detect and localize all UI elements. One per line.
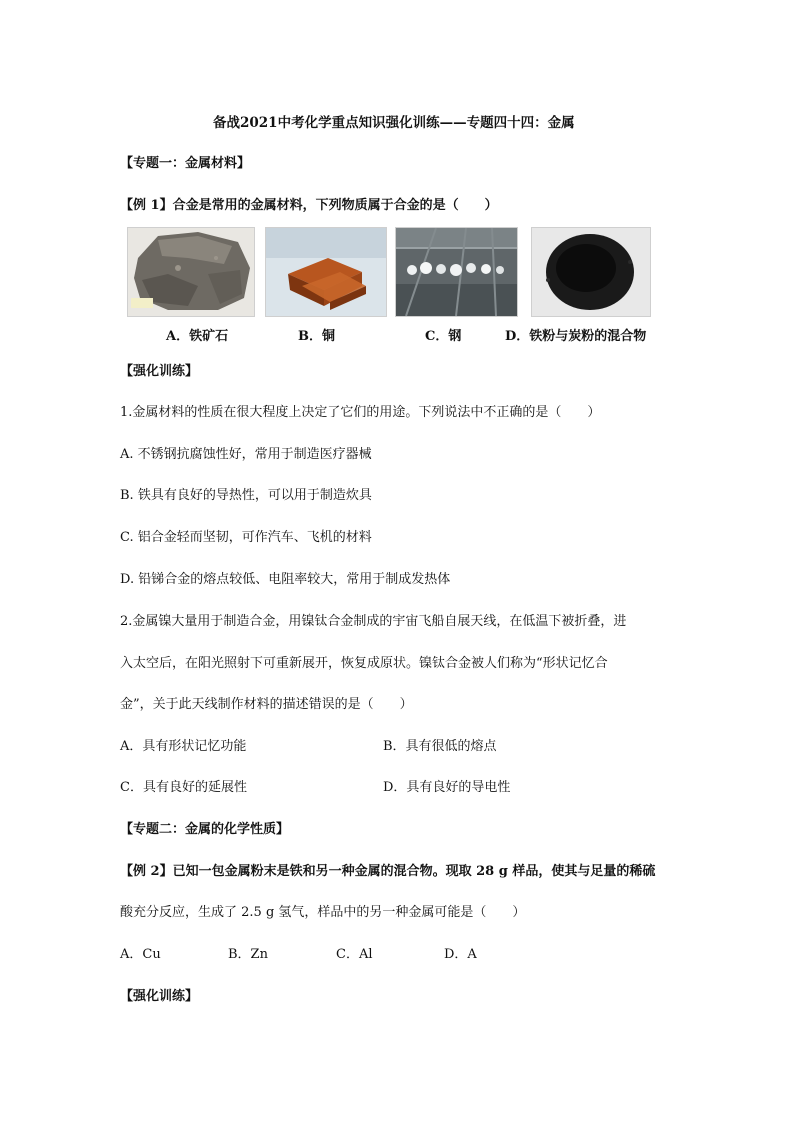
question-1-stem: 1.金属材料的性质在很大程度上决定了它们的用途。下列说法中不正确的是（ ） — [120, 405, 601, 420]
example-2-line-1: 【例 2】已知一包金属粉末是铁和另一种金属的混合物。现取 28 g 样品，使其与足量的稀硫 — [120, 864, 656, 879]
training-heading-2: 【强化训练】 — [120, 989, 199, 1004]
question-1-option-d: D. 铅锑合金的熔点较低、电阻率较大，常用于制成发热体 — [120, 572, 451, 587]
question-1-option-b: B. 铁具有良好的导热性，可以用于制造炊具 — [120, 488, 372, 503]
example-2-line-2: 酸充分反应，生成了 2.5 g 氢气，样品中的另一种金属可能是（ ） — [120, 905, 526, 920]
section-heading-metal-materials: 【专题一：金属材料】 — [120, 156, 251, 171]
caption-d: D．铁粉与炭粉的混合物 — [505, 329, 647, 344]
iron-ore-image — [127, 227, 255, 317]
copper-plate-image — [265, 227, 387, 317]
example-1-stem: 合金是常用的金属材料，下列物质属于合金的是（ ） — [172, 198, 498, 213]
training-heading-1: 【强化训练】 — [120, 364, 199, 379]
question-2-line-2: 入太空后，在阳光照射下可重新展开，恢复成原状。镍钛合金被人们称为“形状记忆合 — [120, 656, 608, 671]
example-2-option-a: A．Cu — [120, 947, 161, 962]
steel-rods-image — [395, 227, 518, 317]
page-title: 备战2021中考化学重点知识强化训练——专题四十四：金属 — [213, 115, 575, 131]
caption-b: B．铜 — [298, 329, 335, 344]
question-1-option-c: C. 铝合金轻而坚韧，可作汽车、飞机的材料 — [120, 530, 372, 545]
example-2-option-b: B．Zn — [228, 947, 268, 962]
section-heading-chemical-properties: 【专题二：金属的化学性质】 — [120, 822, 290, 837]
question-2-line-1: 2.金属镍大量用于制造合金，用镍钛合金制成的宇宙飞船自展天线，在低温下被折叠，进 — [120, 614, 627, 629]
example-2-option-d: D．A — [444, 947, 477, 962]
powder-mixture-image — [531, 227, 651, 317]
example-1-question — [120, 194, 498, 213]
question-2-option-d: D．具有良好的导电性 — [383, 780, 511, 795]
question-2-option-a: A．具有形状记忆功能 — [120, 739, 247, 754]
caption-c: C．钢 — [425, 329, 462, 344]
question-1-option-a: A. 不锈钢抗腐蚀性好，常用于制造医疗器械 — [120, 447, 372, 462]
caption-a: A．铁矿石 — [166, 329, 229, 344]
question-2-option-c: C．具有良好的延展性 — [120, 780, 247, 795]
example-1-label: 【例 1】 — [120, 198, 173, 213]
question-2-line-3: 金”，关于此天线制作材料的描述错误的是（ ） — [120, 697, 413, 712]
example-2-option-c: C．Al — [336, 947, 373, 962]
question-2-option-b: B．具有很低的熔点 — [383, 739, 497, 754]
